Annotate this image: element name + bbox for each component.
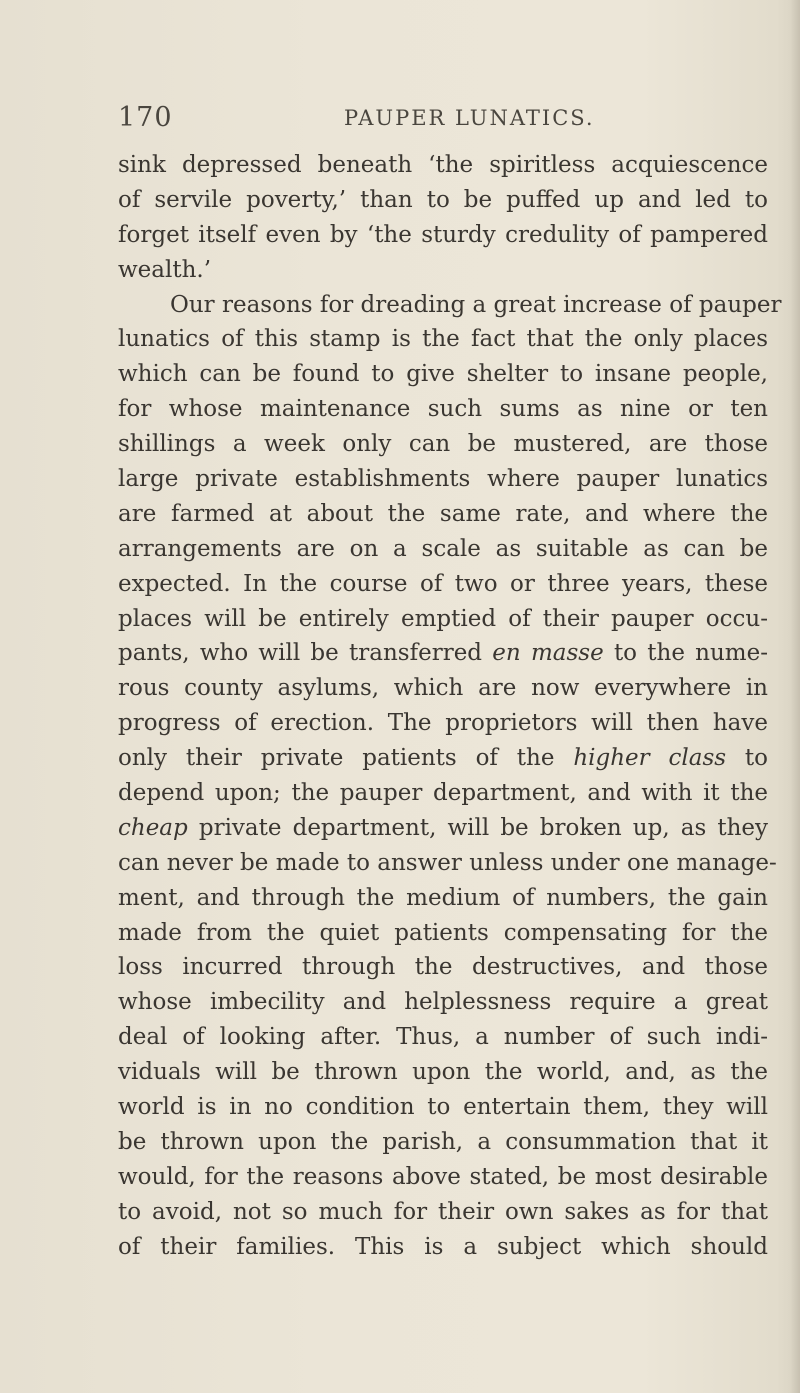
text-line: arrangements are on a scale as suitable as can be [118,535,768,562]
text-line: Our reasons for dreading a great increase of pauper [170,291,782,318]
text-line: shillings a week only can be mustered, are those [118,431,768,458]
text-line: deal of looking after. Thus, a number of such indi- [118,1024,768,1051]
text-line [118,741,768,776]
running-title: PAUPER LUNATICS. [344,106,595,130]
text-line: places will be entirely emptied of their pauper occu- [118,605,768,632]
page-number: 170 [118,102,173,133]
text-line: expected. In the course of two or three years, these [118,570,768,597]
text-line: sink depressed beneath ‘the spiritless acquiescence [118,152,768,178]
text-line: to avoid, not so much for their own sakes as for that [118,1198,768,1225]
text-line: whose imbecility and helplessness require a great [118,989,768,1016]
text-line [118,636,768,671]
body-text [118,148,782,1265]
text-line: which can be found to give shelter to insane people, [118,361,768,388]
text-segment: only their private patients of the [118,745,555,772]
text-line: progress of erection. The proprietors will then have [118,710,768,737]
italic-phrase: higher class [573,745,727,772]
text-line: forget itself even by ‘the sturdy credulity of pampered [118,221,768,248]
text-line: can never be made to answer unless under one manage- [118,849,777,876]
text-segment: pants, who will be transferred [118,640,483,667]
text-line: of their families. This is a subject which should [118,1233,768,1260]
text-segment: to the nume- [613,640,768,667]
text-line: wealth.’ [118,256,212,283]
text-line: would, for the reasons above stated, be most desirable [118,1163,768,1190]
text-line: made from the quiet patients compensating for the [118,919,768,946]
text-line: viduals will be thrown upon the world, and, as the [118,1059,768,1086]
text-line: depend upon; the pauper department, and with it the [118,780,768,807]
text-line: large private establishments where pauper lunatics [118,466,768,493]
text-line: be thrown upon the parish, a consummation that it [118,1128,768,1155]
text-line: loss incurred through the destructives, and those [118,954,768,981]
text-line: world is in no condition to entertain them, they will [118,1094,768,1121]
italic-phrase: cheap [118,814,188,841]
page-header [118,102,738,136]
text-line: of servile poverty,’ than to be puffed up and led to [118,186,768,213]
text-line: for whose maintenance such sums as nine or ten [118,396,768,423]
text-line: ment, and through the medium of numbers, the gain [118,884,768,911]
text-line: lunatics of this stamp is the fact that the only places [118,326,768,353]
text-line: rous county asylums, which are now everywhere in [118,675,768,702]
italic-phrase: en masse [492,640,604,667]
text-line [118,811,768,846]
page-edge-shadow [790,0,800,1393]
text-line: are farmed at about the same rate, and where the [118,500,768,527]
text-segment: private department, will be broken up, as they [198,814,769,841]
text-segment: to [744,745,769,772]
